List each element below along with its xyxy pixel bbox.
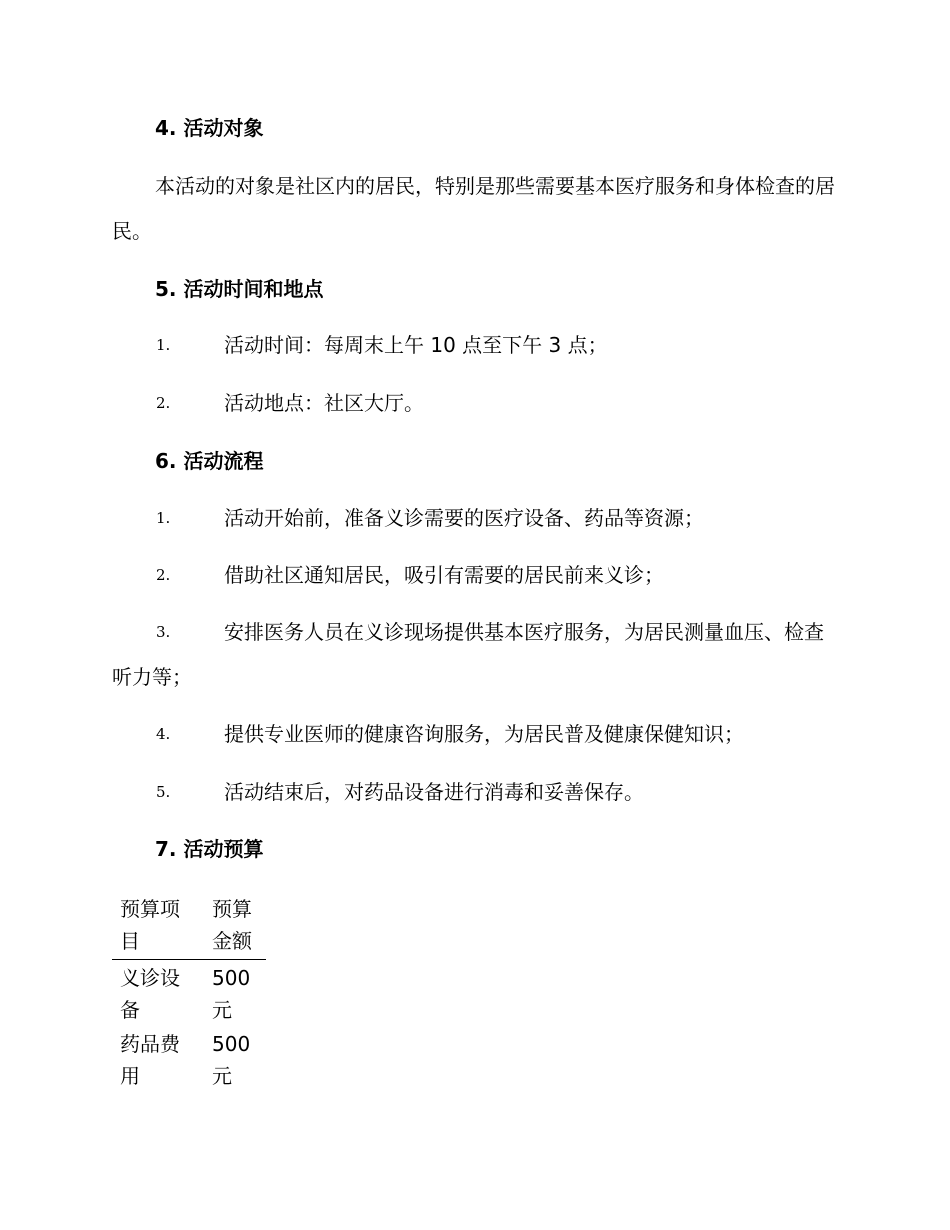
list-item-number: 4. xyxy=(156,725,171,743)
list-item-number: 1. xyxy=(156,336,171,354)
list-item xyxy=(112,323,836,368)
list-item-number: 2. xyxy=(156,394,171,412)
list-item-number: 2. xyxy=(156,566,171,584)
table-row xyxy=(112,960,266,1027)
list-item xyxy=(112,770,836,815)
section-paragraph-4: 本活动的对象是社区内的居民，特别是那些需要基本医疗服务和身体检查的居民。 xyxy=(112,174,835,243)
list-item-text: 提供专业医师的健康咨询服务，为居民普及健康保健知识； xyxy=(224,722,744,746)
list-item-text: 活动开始前，准备义诊需要的医疗设备、药品等资源； xyxy=(224,506,704,530)
section-heading-6: 6. 活动流程 xyxy=(155,449,264,473)
section-heading-7: 7. 活动预算 xyxy=(155,837,264,861)
table-cell: 药品费用 xyxy=(120,1032,180,1088)
list-item xyxy=(112,610,836,700)
list-item-text: 安排医务人员在义诊现场提供基本医疗服务，为居民测量血压、检查听力等； xyxy=(112,620,824,689)
list-item xyxy=(112,496,836,541)
list-item xyxy=(112,712,836,757)
list-item-text: 活动结束后，对药品设备进行消毒和妥善保存。 xyxy=(224,780,644,804)
list-item-number: 1. xyxy=(156,509,171,527)
list-item xyxy=(112,381,836,426)
list-item-number: 5. xyxy=(156,783,171,801)
table-cell: 义诊设备 xyxy=(120,966,180,1022)
list-item xyxy=(112,553,836,598)
list-item-text: 活动时间：每周末上午 10 点至下午 3 点； xyxy=(224,333,608,357)
section-heading-4: 4. 活动对象 xyxy=(155,116,264,140)
table-header-cell: 预算金额 xyxy=(204,893,266,960)
table-row xyxy=(112,1026,266,1092)
table-header-row xyxy=(112,893,266,960)
table-cell: 500元 xyxy=(212,1032,251,1088)
list-item-number: 3. xyxy=(156,623,171,641)
budget-table xyxy=(112,893,266,1092)
list-item-text: 借助社区通知居民，吸引有需要的居民前来义诊； xyxy=(224,563,664,587)
list-item-text: 活动地点：社区大厅。 xyxy=(224,391,424,415)
section-heading-5: 5. 活动时间和地点 xyxy=(155,277,324,301)
table-header-cell: 预算项目 xyxy=(112,893,204,960)
table-cell: 500元 xyxy=(212,966,251,1022)
